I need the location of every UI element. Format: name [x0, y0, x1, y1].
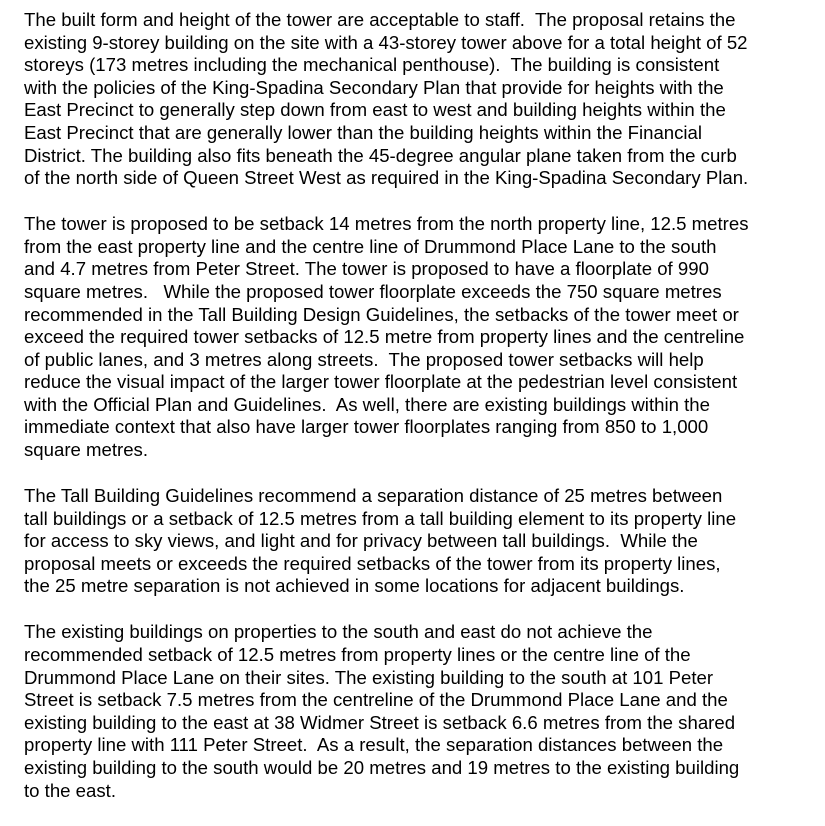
text-line: with the policies of the King-Spadina Secondary Plan that provide for heights with the [24, 76, 724, 98]
text-line: Street is setback 7.5 metres from the centreline of the Drummond Place Lane and the [24, 689, 728, 711]
text-line: with the Official Plan and Guidelines. As well, there are existing buildings within the [24, 393, 710, 415]
text-line: from the east property line and the centre line of Drummond Place Lane to the south [24, 235, 717, 257]
text-line: The built form and height of the tower are acceptable to staff. The proposal retains the [24, 9, 736, 30]
text-line: the 25 metre separation is not achieved in some locations for adjacent buildings. [24, 575, 685, 597]
text-line: tall buildings or a setback of 12.5 metres from a tall building element to its property line [24, 507, 737, 529]
text-line: reduce the visual impact of the larger tower floorplate at the pedestrian level consistent [24, 371, 738, 393]
text-line: storeys (173 metres including the mechanical penthouse). The building is consistent [24, 54, 720, 76]
text-line: East Precinct to generally step down from east to west and building heights within the [24, 99, 726, 121]
paragraph-built-form-height [24, 9, 814, 190]
text-line: proposal meets or exceeds the required setbacks of the tower from its property lines, [24, 552, 721, 574]
paragraph-tower-setbacks [24, 213, 814, 462]
text-line: existing building to the east at 38 Widmer Street is setback 6.6 metres from the shared [24, 711, 736, 733]
text-line: to the east. [24, 779, 116, 801]
text-line: recommended in the Tall Building Design Guidelines, the setbacks of the tower meet or [24, 303, 739, 325]
text-line: recommended setback of 12.5 metres from property lines or the centre line of the [24, 644, 691, 666]
text-line: The tower is proposed to be setback 14 metres from the north property line, 12.5 metres [24, 213, 749, 235]
text-line: existing 9-storey building on the site with a 43-storey tower above for a total height of 52 [24, 31, 748, 53]
text-line: of the north side of Queen Street West as required in the King-Spadina Secondary Plan. [24, 167, 749, 189]
text-line: exceed the required tower setbacks of 12.5 metre from property lines and the centreline [24, 326, 745, 348]
text-line: square metres. [24, 439, 149, 461]
text-line: Drummond Place Lane on their sites. The existing building to the south at 101 Peter [24, 666, 714, 688]
text-line: existing building to the south would be 20 metres and 19 metres to the existing building [24, 756, 740, 778]
text-line: and 4.7 metres from Peter Street. The tower is proposed to have a floorplate of 990 [24, 258, 709, 280]
text-line: square metres. While the proposed tower floorplate exceeds the 750 square metres [24, 280, 722, 302]
text-line: The existing buildings on properties to the south and east do not achieve the [24, 621, 653, 643]
text-line: property line with 111 Peter Street. As a result, the separation distances between the [24, 734, 724, 756]
paragraph-existing-buildings [24, 621, 814, 802]
text-line: for access to sky views, and light and for privacy between tall buildings. While the [24, 530, 698, 552]
text-line: District. The building also fits beneath the 45-degree angular plane taken from the curb [24, 144, 737, 166]
text-line: East Precinct that are generally lower than the building heights within the Financial [24, 121, 703, 143]
text-line: The Tall Building Guidelines recommend a separation distance of 25 metres between [24, 485, 723, 507]
text-line: of public lanes, and 3 metres along streets. The proposed tower setbacks will help [24, 348, 704, 370]
document-page [24, 9, 814, 826]
text-line: immediate context that also have larger tower floorplates ranging from 850 to 1,000 [24, 416, 709, 438]
paragraph-separation-distance [24, 485, 814, 598]
